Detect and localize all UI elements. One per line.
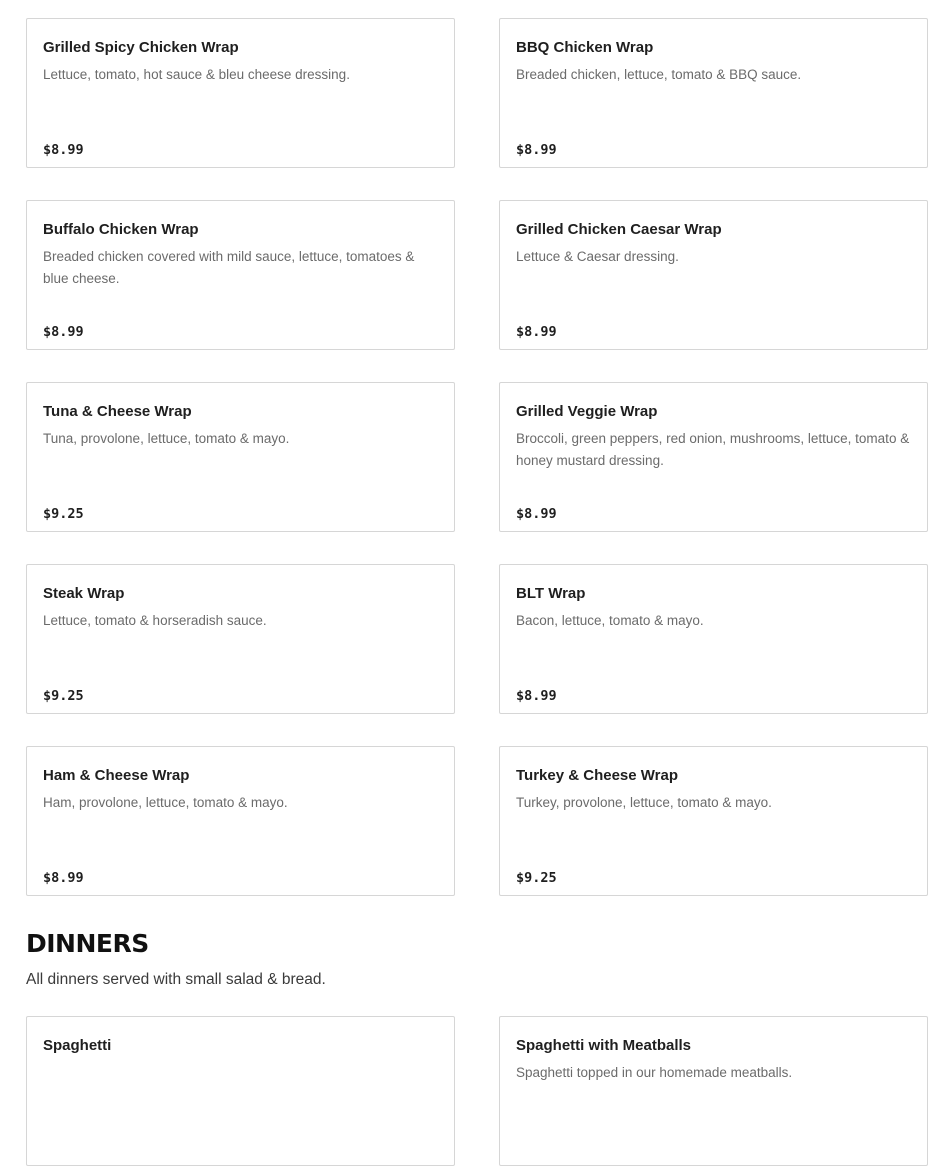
menu-item-card[interactable] xyxy=(499,564,928,714)
menu-item-description: Bacon, lettuce, tomato & mayo. xyxy=(516,613,704,628)
menu-item-name: Turkey & Cheese Wrap xyxy=(516,767,679,784)
menu-item-card[interactable] xyxy=(26,564,455,714)
menu-item-description: Lettuce, tomato, hot sauce & bleu cheese dressing. xyxy=(43,67,350,82)
menu-item-price: $8.99 xyxy=(516,142,557,158)
section-heading-dinners: DINNERS xyxy=(26,929,149,958)
menu-item-price: $9.25 xyxy=(516,870,557,886)
menu-item-card[interactable] xyxy=(499,200,928,350)
menu-item-price: $8.99 xyxy=(43,870,84,886)
menu-item-description: Ham, provolone, lettuce, tomato & mayo. xyxy=(43,795,288,810)
menu-item-card[interactable] xyxy=(26,746,455,896)
menu-item-description: Lettuce & Caesar dressing. xyxy=(516,249,679,264)
section-subtext: All dinners served with small salad & bread. xyxy=(26,971,326,988)
menu-item-card[interactable] xyxy=(26,382,455,532)
menu-item-price: $8.99 xyxy=(43,142,84,158)
menu-item-description: Breaded chicken, lettuce, tomato & BBQ sauce. xyxy=(516,67,802,82)
menu-item-price: $9.25 xyxy=(43,506,84,522)
menu-item-price: $8.99 xyxy=(516,506,557,522)
menu-item-card[interactable] xyxy=(26,200,455,350)
menu-item-description: Breaded chicken covered with mild sauce, lettuce, tomatoes & blue cheese. xyxy=(43,249,415,286)
menu-item-card[interactable] xyxy=(499,382,928,532)
menu-item-name: Buffalo Chicken Wrap xyxy=(43,221,199,238)
menu-item-name: Grilled Veggie Wrap xyxy=(516,403,658,420)
menu-item-card[interactable] xyxy=(499,746,928,896)
menu-item-card[interactable] xyxy=(26,18,455,168)
menu-item-name: Tuna & Cheese Wrap xyxy=(43,403,192,420)
menu-item-description: Spaghetti topped in our homemade meatballs. xyxy=(516,1065,793,1080)
menu-item-description: Lettuce, tomato & horseradish sauce. xyxy=(43,613,267,628)
menu-item-name: BLT Wrap xyxy=(516,585,586,602)
menu-item-name: Spaghetti xyxy=(43,1037,112,1054)
menu-item-name: Steak Wrap xyxy=(43,585,125,602)
menu-item-card[interactable] xyxy=(499,18,928,168)
menu-item-name: Grilled Spicy Chicken Wrap xyxy=(43,39,239,56)
menu-item-card[interactable] xyxy=(499,1016,928,1166)
menu-item-description: Tuna, provolone, lettuce, tomato & mayo. xyxy=(43,431,290,446)
menu-item-name: Ham & Cheese Wrap xyxy=(43,767,190,784)
dinners-menu-grid xyxy=(26,1016,928,1166)
menu-item-card[interactable] xyxy=(26,1016,455,1166)
menu-item-name: Spaghetti with Meatballs xyxy=(516,1037,692,1054)
menu-item-price: $8.99 xyxy=(43,324,84,340)
menu-item-name: Grilled Chicken Caesar Wrap xyxy=(516,221,722,238)
wraps-menu-grid xyxy=(26,18,928,896)
menu-item-description: Broccoli, green peppers, red onion, mushrooms, lettuce, tomato & honey mustard dressing. xyxy=(516,431,910,468)
menu-item-price: $8.99 xyxy=(516,324,557,340)
menu-item-price: $8.99 xyxy=(516,688,557,704)
menu-item-price: $9.25 xyxy=(43,688,84,704)
menu-item-description: Turkey, provolone, lettuce, tomato & mayo. xyxy=(516,795,772,810)
menu-item-name: BBQ Chicken Wrap xyxy=(516,39,654,56)
